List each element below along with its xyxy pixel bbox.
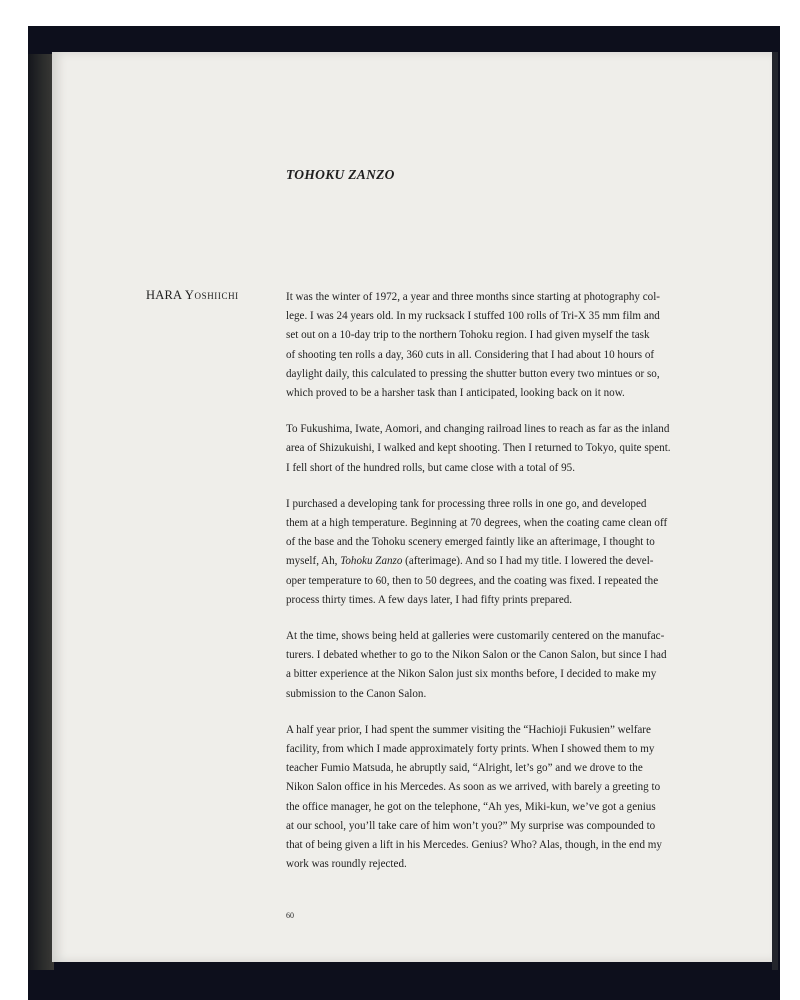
author-name: [146, 288, 239, 303]
text-line: that of being given a lift in his Mercedes. Genius? Who? Alas, though, in the end my: [286, 839, 662, 852]
text-line: of shooting ten rolls a day, 360 cuts in all. Considering that I had about 10 hours of: [286, 348, 655, 361]
text-line: oper temperature to 60, then to 50 degrees, and the coating was fixed. I repeated the: [286, 574, 659, 587]
text-line: set out on a 10-day trip to the northern Tohoku region. I had given myself the task: [286, 329, 650, 342]
book-title-italic: Tohoku Zanzo: [340, 555, 403, 568]
text-line: the office manager, he got on the telephone, “Ah yes, Miki-kun, we’ve got a genius: [286, 800, 656, 813]
paragraph-3: [286, 495, 718, 610]
text-line-with-title: [286, 552, 718, 571]
text-line: which proved to be a harsher task than I anticipated, looking back on it now.: [286, 387, 625, 400]
text-fragment: myself, Ah,: [286, 555, 341, 568]
text-line: To Fukushima, Iwate, Aomori, and changing railroad lines to reach as far as the inland: [286, 423, 670, 436]
paragraph-1: [286, 288, 718, 403]
text-line: turers. I debated whether to go to the Nikon Salon or the Canon Salon, but since I had: [286, 649, 667, 662]
text-line: area of Shizukuishi, I walked and kept shooting. Then I returned to Tokyo, quite spent.: [286, 442, 671, 455]
book-edge-left: [28, 54, 54, 970]
text-line: A half year prior, I had spent the summer visiting the “Hachioji Fukusien” welfare: [286, 723, 651, 736]
essay-body: [286, 288, 718, 891]
text-line: process thirty times. A few days later, I had fifty prints prepared.: [286, 593, 573, 606]
text-line: lege. I was 24 years old. In my rucksack I stuffed 100 rolls of Tri-X 35 mm film and: [286, 310, 660, 323]
author-given-name: Yoshiichi: [184, 288, 239, 302]
text-line: It was the winter of 1972, a year and three months since starting at photography col-: [286, 291, 660, 303]
book-edge-right: [772, 52, 778, 970]
text-line: teacher Fumio Matsuda, he abruptly said, “Alright, let’s go” and we drove to the: [286, 762, 643, 775]
paragraph-5: [286, 721, 718, 875]
text-line: of the base and the Tohoku scenery emerged faintly like an afterimage, I thought to: [286, 536, 655, 549]
text-line: Nikon Salon office in his Mercedes. As soon as we arrived, with barely a greeting to: [286, 781, 661, 794]
text-line: submission to the Canon Salon.: [286, 687, 427, 700]
text-line: daylight daily, this calculated to pressing the shutter button every two mintues or so,: [286, 367, 660, 380]
paragraph-2: [286, 420, 718, 478]
text-line: At the time, shows being held at galleries were customarily centered on the manufac-: [286, 630, 665, 643]
book-page: [52, 52, 772, 962]
text-line: at our school, you’ll take care of him won’t you?” My surprise was compounded to: [286, 819, 656, 832]
page-number: 60: [286, 911, 294, 920]
text-line: I purchased a developing tank for processing three rolls in one go, and developed: [286, 497, 647, 510]
text-fragment: (afterimage). And so I had my title. I lowered the devel-: [402, 555, 654, 568]
text-line: them at a high temperature. Beginning at 70 degrees, when the coating came clean off: [286, 517, 668, 530]
text-line: work was roundly rejected.: [286, 858, 407, 871]
text-line: a bitter experience at the Nikon Salon just six months before, I decided to make my: [286, 668, 657, 681]
paragraph-4: [286, 627, 718, 704]
text-line: I fell short of the hundred rolls, but came close with a total of 95.: [286, 461, 575, 474]
author-family-name: HARA: [146, 288, 182, 302]
page-title: TOHOKU ZANZO: [286, 167, 395, 182]
text-line: facility, from which I made approximately forty prints. When I showed them to my: [286, 743, 655, 756]
